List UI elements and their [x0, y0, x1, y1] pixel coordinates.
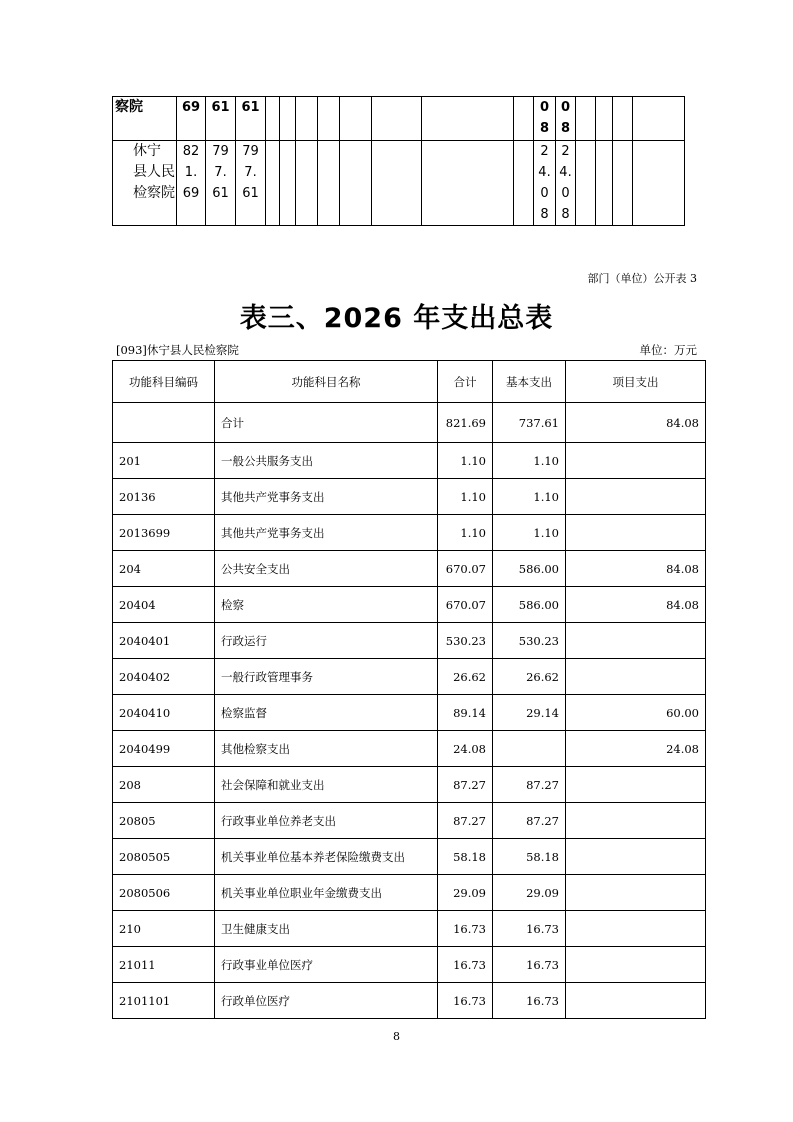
cell-project — [566, 659, 706, 695]
cell-basic: 16.73 — [493, 911, 566, 947]
cell-total: 1.10 — [438, 515, 493, 551]
page-title: 表三、2026 年支出总表 — [239, 303, 554, 334]
empty-cell — [613, 141, 633, 226]
cell-basic: 737.61 — [493, 403, 566, 443]
cell-project — [566, 515, 706, 551]
cell-code: 2040410 — [113, 695, 215, 731]
cell-code: 21011 — [113, 947, 215, 983]
cell-basic: 1.10 — [493, 515, 566, 551]
table-row — [113, 695, 706, 731]
cell-basic: 26.62 — [493, 659, 566, 695]
empty-cell — [296, 97, 318, 141]
cell-line: 1. — [184, 165, 198, 180]
cell-project — [566, 839, 706, 875]
cell-name: 检察 — [215, 587, 438, 623]
cell-total: 87.27 — [438, 767, 493, 803]
header-basic: 基本支出 — [493, 361, 566, 403]
cell-name: 社会保障和就业支出 — [215, 767, 438, 803]
amount-cell — [236, 97, 266, 141]
empty-cell — [318, 97, 340, 141]
cell-line: 61 — [241, 100, 260, 115]
table-row — [113, 551, 706, 587]
cell-name: 机关事业单位职业年金缴费支出 — [215, 875, 438, 911]
table-row — [113, 659, 706, 695]
cell-line: 4. — [559, 165, 572, 180]
header-total: 合计 — [438, 361, 493, 403]
cell-project — [566, 767, 706, 803]
empty-cell — [340, 97, 372, 141]
table-row — [113, 875, 706, 911]
cell-code: 204 — [113, 551, 215, 587]
empty-cell — [280, 97, 296, 141]
empty-cell — [596, 141, 613, 226]
cell-line: 8 — [560, 121, 571, 136]
cell-line: 82 — [182, 144, 200, 159]
cell-line: 2 — [540, 144, 549, 159]
cell-total: 29.09 — [438, 875, 493, 911]
cell-total: 670.07 — [438, 587, 493, 623]
amount-cell — [206, 141, 236, 226]
empty-cell — [633, 97, 685, 141]
organization-label: [093]休宁县人民检察院 — [116, 343, 239, 357]
cell-line: 61 — [212, 186, 229, 201]
empty-cell — [422, 97, 514, 141]
cell-total: 1.10 — [438, 443, 493, 479]
cell-name: 其他共产党事务支出 — [215, 515, 438, 551]
cell-total: 821.69 — [438, 403, 493, 443]
cell-total: 16.73 — [438, 911, 493, 947]
cell-line: 69 — [182, 186, 200, 201]
empty-cell — [372, 97, 422, 141]
cell-total: 670.07 — [438, 551, 493, 587]
project-amount-cell — [534, 97, 556, 141]
empty-cell — [514, 141, 534, 226]
cell-basic: 29.09 — [493, 875, 566, 911]
unit-label: 单位：万元 — [639, 343, 697, 357]
cell-line: 69 — [181, 100, 201, 115]
cell-code: 2013699 — [113, 515, 215, 551]
cell-code: 201 — [113, 443, 215, 479]
table-row — [113, 515, 706, 551]
cell-total: 24.08 — [438, 731, 493, 767]
empty-cell — [372, 141, 422, 226]
cell-name: 机关事业单位基本养老保险缴费支出 — [215, 839, 438, 875]
cell-code: 20136 — [113, 479, 215, 515]
cell-total: 89.14 — [438, 695, 493, 731]
cell-code — [113, 403, 215, 443]
amount-cell — [236, 141, 266, 226]
cell-code: 2040499 — [113, 731, 215, 767]
cell-line: 检察院 — [133, 185, 175, 201]
cell-project — [566, 803, 706, 839]
empty-cell — [576, 141, 596, 226]
cell-basic: 87.27 — [493, 803, 566, 839]
empty-cell — [613, 97, 633, 141]
cell-project: 84.08 — [566, 403, 706, 443]
cell-name: 行政运行 — [215, 623, 438, 659]
cell-total: 530.23 — [438, 623, 493, 659]
table-row — [113, 731, 706, 767]
cell-basic: 16.73 — [493, 983, 566, 1019]
table-row — [113, 443, 706, 479]
empty-cell — [514, 97, 534, 141]
cell-name: 检察监督 — [215, 695, 438, 731]
table-row — [113, 839, 706, 875]
empty-cell — [266, 97, 280, 141]
project-amount-cell — [534, 141, 556, 226]
table-caption: 部门（单位）公开表 3 — [587, 272, 697, 285]
amount-cell — [177, 141, 206, 226]
cell-name: 合计 — [215, 403, 438, 443]
cell-basic: 58.18 — [493, 839, 566, 875]
project-amount-cell — [556, 141, 576, 226]
cell-name: 其他检察支出 — [215, 731, 438, 767]
table-row — [113, 947, 706, 983]
cell-name: 其他共产党事务支出 — [215, 479, 438, 515]
cell-basic: 1.10 — [493, 443, 566, 479]
cell-project: 60.00 — [566, 695, 706, 731]
cell-line: 61 — [211, 100, 230, 115]
header-name: 功能科目名称 — [215, 361, 438, 403]
cell-basic: 1.10 — [493, 479, 566, 515]
empty-cell — [266, 141, 280, 226]
amount-cell — [177, 97, 206, 141]
cell-line: 4. — [538, 165, 551, 180]
project-amount-cell — [556, 97, 576, 141]
cell-line: 县人民 — [133, 164, 175, 180]
cell-code: 20805 — [113, 803, 215, 839]
continued-table-row — [113, 97, 685, 141]
table-row — [113, 403, 706, 443]
cell-line: 0 — [540, 186, 549, 201]
cell-code: 2080506 — [113, 875, 215, 911]
empty-cell — [422, 141, 514, 226]
cell-total: 26.62 — [438, 659, 493, 695]
table-row — [113, 983, 706, 1019]
cell-line: 79 — [242, 144, 259, 159]
cell-code: 2040402 — [113, 659, 215, 695]
table-row — [113, 587, 706, 623]
header-code: 功能科目编码 — [113, 361, 215, 403]
unit-name-cell — [113, 97, 177, 141]
cell-code: 20404 — [113, 587, 215, 623]
cell-name: 一般行政管理事务 — [215, 659, 438, 695]
empty-cell — [280, 141, 296, 226]
cell-basic: 29.14 — [493, 695, 566, 731]
cell-line: 0 — [561, 186, 570, 201]
header-project: 项目支出 — [566, 361, 706, 403]
cell-name: 行政单位医疗 — [215, 983, 438, 1019]
cell-project — [566, 947, 706, 983]
cell-project — [566, 875, 706, 911]
cell-project: 84.08 — [566, 551, 706, 587]
cell-name: 行政事业单位医疗 — [215, 947, 438, 983]
table-row — [113, 623, 706, 659]
empty-cell — [596, 97, 613, 141]
cell-total: 1.10 — [438, 479, 493, 515]
continued-table-row — [113, 141, 685, 226]
cell-total: 16.73 — [438, 947, 493, 983]
cell-project — [566, 983, 706, 1019]
cell-code: 2101101 — [113, 983, 215, 1019]
continued-table — [112, 96, 685, 226]
cell-line: 7. — [244, 165, 257, 180]
empty-cell — [576, 97, 596, 141]
cell-code: 210 — [113, 911, 215, 947]
cell-line: 8 — [539, 121, 550, 136]
empty-cell — [340, 141, 372, 226]
cell-name: 公共安全支出 — [215, 551, 438, 587]
cell-project — [566, 443, 706, 479]
page-number: 8 — [393, 1030, 400, 1043]
empty-cell — [296, 141, 318, 226]
cell-code: 2080505 — [113, 839, 215, 875]
cell-line: 察院 — [115, 99, 143, 115]
cell-code: 2040401 — [113, 623, 215, 659]
cell-basic: 586.00 — [493, 551, 566, 587]
table-header-row — [113, 361, 706, 403]
cell-total: 16.73 — [438, 983, 493, 1019]
cell-line: 7. — [214, 165, 227, 180]
cell-basic — [493, 731, 566, 767]
cell-line: 0 — [560, 100, 571, 115]
unit-name-cell — [113, 141, 177, 226]
cell-basic: 16.73 — [493, 947, 566, 983]
cell-line: 休宁 — [133, 143, 161, 159]
cell-project — [566, 623, 706, 659]
cell-project: 24.08 — [566, 731, 706, 767]
cell-line: 0 — [539, 100, 550, 115]
cell-total: 58.18 — [438, 839, 493, 875]
amount-cell — [206, 97, 236, 141]
cell-line: 79 — [212, 144, 229, 159]
expenditure-table — [112, 360, 706, 1019]
cell-line: 61 — [242, 186, 259, 201]
cell-basic: 530.23 — [493, 623, 566, 659]
table-row — [113, 803, 706, 839]
cell-name: 卫生健康支出 — [215, 911, 438, 947]
cell-name: 行政事业单位养老支出 — [215, 803, 438, 839]
cell-name: 一般公共服务支出 — [215, 443, 438, 479]
cell-project: 84.08 — [566, 587, 706, 623]
cell-code: 208 — [113, 767, 215, 803]
table-row — [113, 911, 706, 947]
cell-line: 2 — [561, 144, 570, 159]
empty-cell — [633, 141, 685, 226]
cell-basic: 586.00 — [493, 587, 566, 623]
table-row — [113, 479, 706, 515]
cell-line: 8 — [540, 207, 549, 222]
table-row — [113, 767, 706, 803]
cell-line: 8 — [561, 207, 570, 222]
cell-project — [566, 479, 706, 515]
cell-basic: 87.27 — [493, 767, 566, 803]
cell-total: 87.27 — [438, 803, 493, 839]
cell-project — [566, 911, 706, 947]
empty-cell — [318, 141, 340, 226]
